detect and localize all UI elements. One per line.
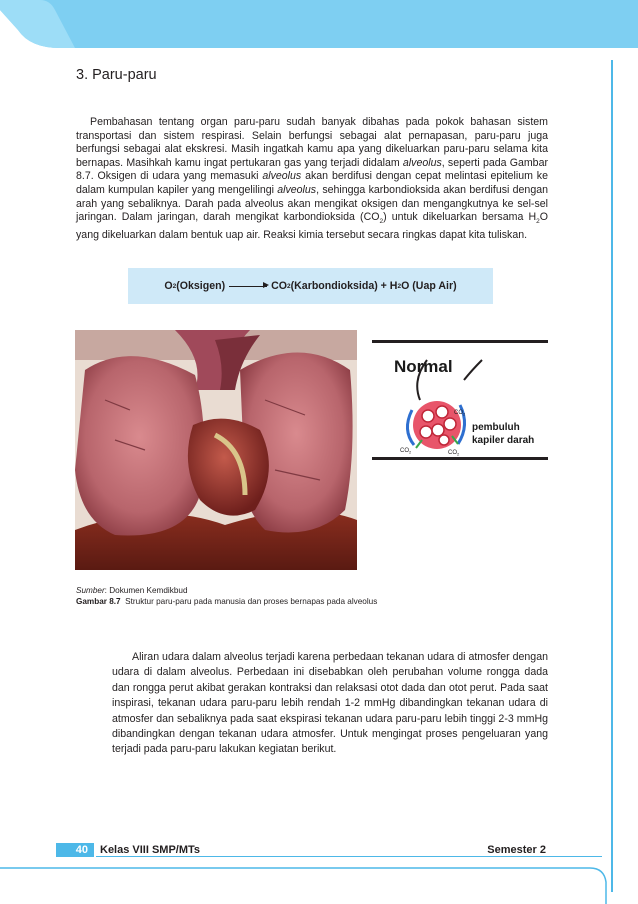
alveolus-diagram <box>372 340 548 460</box>
page-number: 40 <box>56 843 94 857</box>
section-heading: 3. Paru-paru <box>76 67 157 83</box>
diagram-title: Normal <box>394 357 453 376</box>
figure-caption: Gambar 8.7 Struktur paru-paru pada manusia dan proses bernapas pada alveolus <box>76 597 378 606</box>
chemical-equation-box: O 2 (Oksigen) CO 2 (Karbondioksida) + H 2 O (Uap Air) <box>128 268 493 304</box>
reaction-arrow <box>229 286 267 287</box>
body-paragraph-1: Pembahasan tentang organ paru-paru sudah banyak dibahas pada pokok bahasan sistem transportasi dan sistem respirasi. Selain berfungsi sebagai alat pernapasan, paru-paru juga berfungsi sebagai alat ekskresi. Masih ingatkah kamu apa yang dikeluarkan paru-paru selama kita bernapas. Masihkah kamu ingat pertukaran gas yang terjadi didalam alveolus, seperti pada Gambar 8.7. Oksigen di udara yang memasuki alveolus akan berdifusi dengan cepat melintasi epitelium ke dalam kumpulan kapiler yang mengelilingi alveolus, sehingga karbondioksida akan berdifusi dengan arah yang sebaliknya. Darah pada alveolus akan mengikat oksigen dan mengangkutnya ke sel-sel jaringan. Dalam jaringan, darah mengikat karbondioksida $(CO_2)$ untuk dikeluarkan bersama $H_2O$ yang dikeluarkan dalam bentuk uap air. Reaksi kimia tersebut secara ringkas dapat kita tuliskan. <box>76 116 548 241</box>
body-paragraph-2: Aliran udara dalam alveolus terjadi karena perbedaan tekanan udara di atmosfer dengan udara di dalam alveolus. Perbedaan ini disebabkan oleh perubahan volume rongga dada dan rongga perut akibat gerakan kontraksi dan relaksasi otot dada dan otot perut. Pada saat inspirasi, tekanan udara paru-paru lebih rendah 1-2 mmHg dibandingkan tekanan udara di atmosfer dan sebaliknya pada saat ekspirasi tekanan udara paru-paru lebih tinggi 2-3 mmHg dibandingkan dengan tekanan udara atmosfer. Untuk mengingat proses pengeluaran yang terjadi pada paru-paru lakukan kegiatan berikut. <box>112 651 548 756</box>
co2-label-2: $CO_2$ <box>400 448 412 455</box>
vessel-label-line1: pembuluh <box>472 422 520 433</box>
vessel-label-line2: kapiler darah <box>472 435 535 446</box>
footer-semester: Semester 2 <box>487 844 546 856</box>
lung-photo <box>75 330 357 570</box>
co2-label-1: $CO_2$ <box>454 410 466 417</box>
footer-book-title: Kelas VIII SMP/MTs <box>100 844 201 856</box>
top-header-band <box>0 0 638 48</box>
co2-label-3: $CO_2$ <box>448 450 460 457</box>
figure-source: Sumber: Dokumen Kemdikbud <box>76 586 188 595</box>
